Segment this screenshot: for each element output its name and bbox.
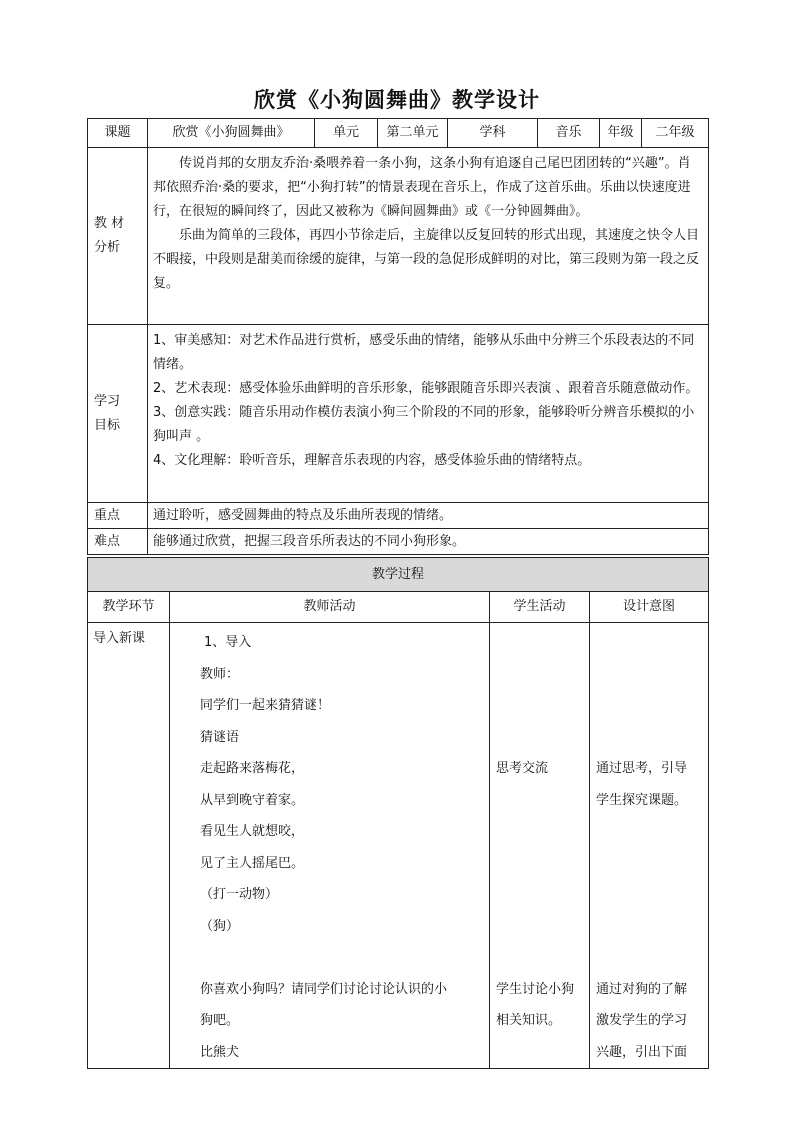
column-header-student: 学生活动	[490, 592, 590, 623]
teacher-line: （打一动物）	[200, 887, 279, 902]
course-value: 欣赏《小狗圆舞曲》	[148, 119, 315, 148]
analysis-label	[88, 148, 148, 325]
column-header-stage: 教学环节	[88, 592, 170, 623]
goals-content	[148, 325, 709, 503]
grade-value: 二年级	[642, 119, 709, 148]
teacher-activity	[170, 623, 490, 1069]
analysis-label-line1: 教 材	[94, 216, 125, 231]
student-activity-1: 思考交流	[496, 761, 549, 776]
lesson-info-table	[87, 118, 709, 555]
goals-label-line2: 目标	[94, 417, 121, 433]
analysis-content	[148, 148, 709, 325]
teacher-line	[200, 942, 489, 974]
teacher-line: （狗）	[200, 918, 240, 934]
course-label: 课题	[88, 119, 148, 148]
column-header-teacher: 教师活动	[170, 592, 490, 623]
key-point-label: 重点	[88, 503, 148, 529]
goals-label	[88, 325, 148, 503]
analysis-paragraph-1: 传说肖邦的女朋友乔治·桑喂养着一条小狗，这条小狗有追逐自己尾巴团团转的“兴趣”。肖邦依照乔治·桑的要求，把“小狗打转”的情景表现在音乐上，作成了这首乐曲。乐曲以快速度进行，在很短的瞬间终了，因此又被称为《瞬间圆舞曲》或《一分钟圆舞曲》。	[153, 156, 691, 219]
unit-value: 第二单元	[378, 119, 448, 148]
teacher-line: 教师：	[200, 666, 240, 682]
intent-1-line1: 通过思考，引导	[596, 761, 688, 776]
document-title: 欣赏《小狗圆舞曲》教学设计	[254, 88, 540, 112]
key-point-text: 通过聆听，感受圆舞曲的特点及乐曲所表现的情绪。	[148, 503, 709, 529]
teacher-line: 同学们一起来猜猜谜！	[200, 698, 331, 713]
subject-label: 学科	[448, 119, 538, 148]
student-activity	[490, 623, 590, 1069]
analysis-paragraph-2: 乐曲为简单的三段体，再四小节徐走后，主旋律以反复回转的形式出现，其速度之快令人目不暇接，中段则是甜美而徐缓的旋律，与第一段的急促形成鲜明的对比，第三段则为第一段之反复。	[153, 228, 700, 291]
grade-label: 年级	[600, 119, 642, 148]
column-header-intent: 设计意图	[590, 592, 709, 623]
stage-intro: 导入新课	[88, 623, 170, 1069]
teaching-process-table	[87, 557, 709, 1069]
teacher-line: 你喜欢小狗吗？请同学们讨论讨论认识的小	[200, 981, 448, 997]
intent-2-line3: 兴趣，引出下面	[596, 1044, 688, 1060]
teacher-line: 狗吧。	[200, 1013, 240, 1028]
design-intent	[590, 623, 709, 1069]
student-activity-2-line2: 相关知识。	[496, 1013, 562, 1028]
intent-1-line2: 学生探究课题。	[596, 792, 688, 808]
subject-value: 音乐	[538, 119, 600, 148]
goals-label-line1: 学习	[94, 393, 121, 409]
teacher-line: 比熊犬	[200, 1044, 240, 1060]
goal-item: 4、文化理解：聆听音乐，理解音乐表现的内容，感受体验乐曲的情绪特点。	[153, 453, 591, 468]
teacher-line: 从早到晚守着家。	[200, 792, 305, 808]
goal-item: 3、创意实践：随音乐用动作模仿表演小狗三个阶段的不同的形象，能够聆听分辨音乐模拟的小狗叫声 。	[153, 405, 695, 444]
process-header: 教学过程	[88, 558, 709, 592]
intent-2-line1: 通过对狗的了解	[596, 981, 688, 997]
difficulty-text: 能够通过欣赏，把握三段音乐所表达的不同小狗形象。	[148, 529, 709, 555]
teacher-line: 见了主人摇尾巴。	[200, 855, 305, 871]
student-activity-2-line1: 学生讨论小狗	[496, 981, 575, 997]
analysis-label-line2: 分析	[94, 240, 121, 255]
unit-label: 单元	[315, 119, 378, 148]
difficulty-label: 难点	[88, 529, 148, 555]
goal-item: 1、审美感知：对艺术作品进行赏析，感受乐曲的情绪，能够从乐曲中分辨三个乐段表达的不同情绪。	[153, 333, 695, 372]
intent-2-line2: 激发学生的学习	[596, 1013, 688, 1028]
teacher-line: 1、导入	[204, 635, 252, 650]
teacher-line: 猜谜语	[200, 729, 240, 745]
teacher-line: 走起路来落梅花，	[200, 761, 305, 776]
teacher-line: 看见生人就想咬，	[200, 824, 305, 839]
goal-item: 2、艺术表现：感受体验乐曲鲜明的音乐形象，能够跟随音乐即兴表演 、跟着音乐随意做动作。	[153, 381, 699, 396]
